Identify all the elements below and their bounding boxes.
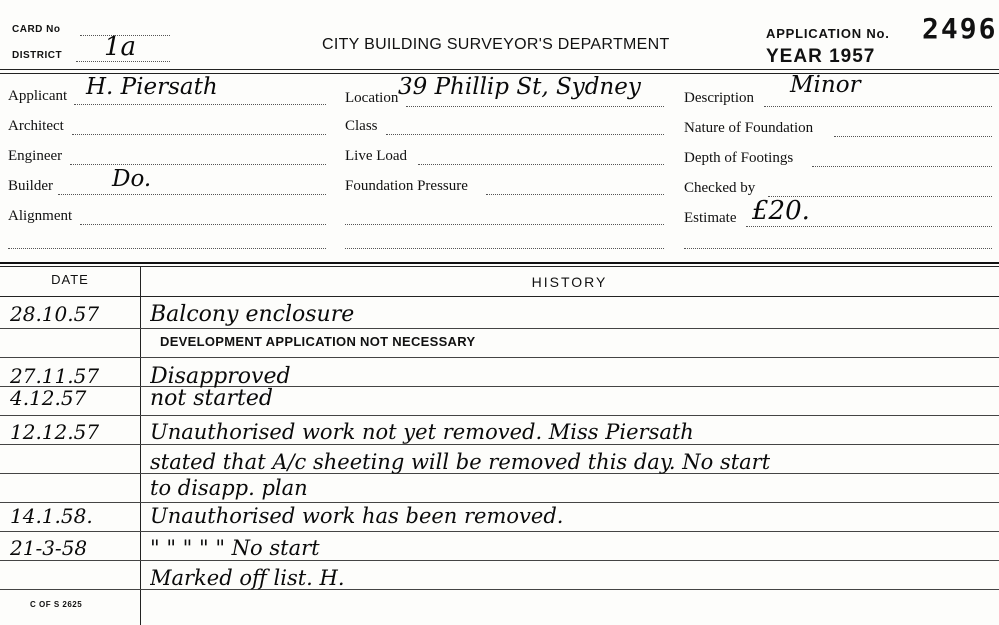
entry-text: " " " " " No start [150, 536, 320, 560]
class-line [386, 134, 664, 135]
entry-date: 12.12.57 [10, 420, 100, 444]
table-rule-line [0, 560, 999, 561]
middle-blank-line-2 [345, 248, 664, 249]
entry-date: 4.12.57 [10, 386, 87, 410]
builder-line [58, 194, 326, 195]
architect-label: Architect [8, 118, 64, 134]
entry-date: 27.11.57 [10, 364, 100, 388]
entry-text: stated that A/c sheeting will be removed this day. No start [150, 450, 771, 474]
left-blank-line [8, 248, 326, 249]
date-header: DATE [51, 272, 89, 287]
header-rule-top [0, 69, 999, 70]
applicant-line [74, 104, 326, 105]
table-rule-top [0, 262, 999, 264]
description-label: Description [684, 90, 754, 106]
entry-text: to disapp. plan [150, 476, 308, 500]
entry-text: Disapproved [150, 364, 291, 389]
table-rule-line [0, 502, 999, 503]
applicant-label: Applicant [8, 88, 68, 104]
table-rule-line [0, 531, 999, 532]
estimate-label: Estimate [684, 210, 737, 226]
foundation-pressure-line [486, 194, 664, 195]
application-label: APPLICATION No. [766, 26, 890, 41]
table-rule-line [0, 328, 999, 329]
table-header-rule [0, 296, 999, 297]
alignment-label: Alignment [8, 208, 73, 224]
table-rule-line [0, 415, 999, 416]
class-label: Class [345, 118, 378, 134]
entry-text: not started [150, 386, 273, 411]
location-label: Location [345, 90, 399, 106]
depth-of-footings-line [812, 166, 992, 167]
entry-text: Unauthorised work not yet removed. Miss Piersath [150, 420, 694, 444]
entry-text: Unauthorised work has been removed. [150, 504, 564, 528]
builder-label: Builder [8, 178, 53, 194]
checked-by-label: Checked by [684, 180, 756, 196]
builder-value: Do. [112, 166, 152, 192]
alignment-line [80, 224, 326, 225]
table-rule-top-inner [0, 266, 999, 267]
depth-of-footings-label: Depth of Footings [684, 150, 794, 166]
entry-text: DEVELOPMENT APPLICATION NOT NECESSARY [160, 334, 476, 349]
department-title: CITY BUILDING SURVEYOR'S DEPARTMENT [322, 36, 670, 53]
year-label: YEAR 1957 [766, 46, 876, 67]
footer-code: C OF S 2625 [30, 600, 83, 609]
application-number: 2496 [922, 12, 998, 45]
middle-blank-line-1 [345, 224, 664, 225]
location-line [406, 106, 664, 107]
district-value: 1a [104, 32, 137, 62]
history-header: HISTORY [531, 274, 608, 290]
entry-date: 21-3-58 [10, 536, 88, 560]
applicant-value: H. Piersath [86, 74, 218, 100]
district-label: DISTRICT [12, 50, 63, 61]
live-load-label: Live Load [345, 148, 408, 164]
entry-date: 14.1.58. [10, 504, 93, 528]
engineer-line [70, 164, 326, 165]
nature-of-foundation-label: Nature of Foundation [684, 120, 814, 136]
estimate-line [746, 226, 992, 227]
entry-date: 28.10.57 [10, 302, 100, 326]
date-column-divider [140, 266, 141, 625]
description-value: Minor [790, 72, 861, 98]
nature-of-foundation-line [834, 136, 992, 137]
table-rule-line [0, 444, 999, 445]
foundation-pressure-label: Foundation Pressure [345, 178, 468, 194]
engineer-label: Engineer [8, 148, 63, 164]
estimate-value: £20. [752, 196, 810, 226]
description-line [764, 106, 992, 107]
architect-line [72, 134, 326, 135]
location-value: 39 Phillip St, Sydney [398, 74, 641, 100]
right-blank-line [684, 248, 992, 249]
entry-text: Marked off list. H. [150, 566, 345, 590]
table-rule-line [0, 357, 999, 358]
card-no-label: CARD No [12, 24, 61, 35]
entry-text: Balcony enclosure [150, 302, 355, 327]
live-load-line [418, 164, 664, 165]
